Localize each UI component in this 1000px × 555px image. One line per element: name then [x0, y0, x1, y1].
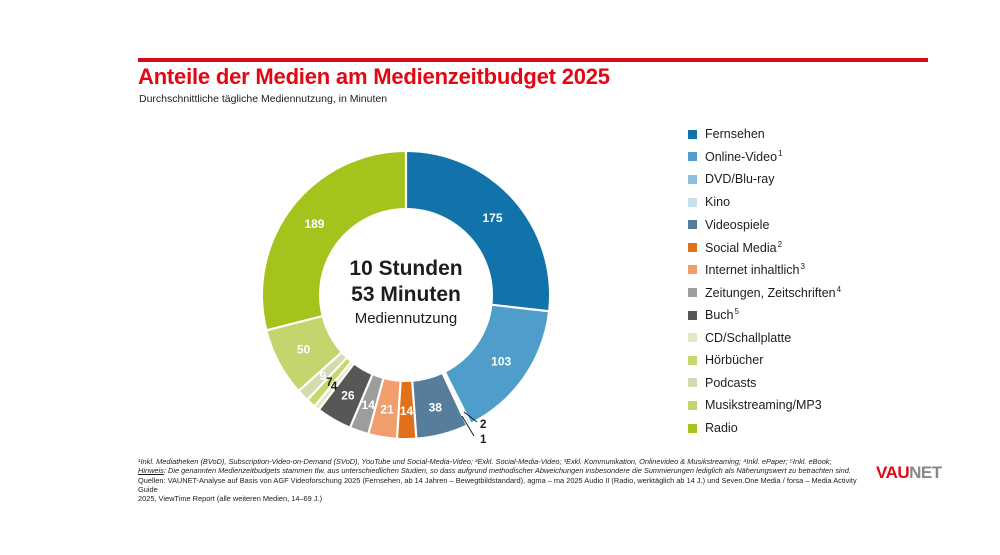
legend-item [688, 281, 841, 304]
legend-label: Hörbücher [705, 353, 764, 368]
vaunet-logo [876, 463, 942, 483]
legend-swatch [688, 311, 697, 320]
legend-label: Musikstreaming/MP3 [705, 398, 822, 413]
legend-swatch [688, 333, 697, 342]
slice-value-label: 26 [341, 388, 355, 403]
legend-item [688, 349, 841, 372]
legend-label: Podcasts [705, 375, 757, 390]
donut-center-minutes: 53 Minuten [351, 283, 461, 306]
slice-value-label: 175 [482, 210, 503, 225]
legend-swatch [688, 152, 697, 161]
legend-item [688, 123, 841, 146]
legend-label: Radio [705, 421, 738, 436]
legend-label: Zeitungen, Zeitschriften$^4$ [705, 284, 842, 301]
legend-swatch [688, 401, 697, 410]
slice-value-label: 9 [319, 369, 327, 384]
legend-label: Online-Video$^1$ [705, 149, 783, 165]
donut-center-label [306, 256, 506, 329]
donut-center-caption: Mediennutzung [354, 310, 458, 327]
legend-item [688, 417, 841, 440]
slice-value-label: 7 [326, 377, 333, 390]
legend-swatch [688, 130, 697, 139]
legend-swatch [688, 265, 697, 274]
logo-net: NET [909, 463, 942, 482]
legend-footnote-ref: 5 [734, 307, 739, 317]
slice-value-label: 1 [480, 434, 487, 446]
hinweis-label: Hinweis [138, 466, 164, 476]
legend-label: Videospiele [705, 217, 770, 232]
footnotes [138, 457, 866, 503]
legend-label: Internet inhaltlich$^3$ [705, 262, 805, 278]
page-title: Anteile der Medien am Medienzeitbudget 2025 [138, 64, 610, 89]
legend-item [688, 236, 841, 259]
legend-footnote-ref: 3 [800, 262, 805, 272]
legend-swatch [688, 424, 697, 433]
legend-swatch [688, 378, 697, 387]
legend-item [688, 326, 841, 349]
legend-label: Buch$^5$ [705, 307, 739, 323]
legend [688, 123, 841, 439]
legend-swatch [688, 220, 697, 229]
legend-item [688, 146, 841, 169]
legend-swatch [688, 288, 697, 297]
hinweis-text: : Die genannten Medienzeitbudgets stammen tlw. aus unterschiedlichen Studien, so dass aufgrund methodischer Abweichungen insbesondere die Summierungen lediglich als Näherungswert zu betrachten sind. [163, 466, 851, 476]
legend-item [688, 168, 841, 191]
legend-item [688, 372, 841, 395]
slice-value-label: 4 [330, 381, 338, 394]
legend-item [688, 191, 841, 214]
slice-value-label: 2 [480, 419, 487, 431]
legend-footnote-ref: 4 [836, 284, 842, 294]
legend-item [688, 304, 841, 327]
slice-value-label: 103 [491, 354, 512, 369]
slice-value-label: 14 [361, 397, 375, 412]
legend-item [688, 394, 841, 417]
legend-swatch [688, 198, 697, 207]
legend-swatch [688, 175, 697, 184]
legend-label: DVD/Blu-ray [705, 172, 775, 187]
legend-item [688, 259, 841, 282]
slice-value-label: 189 [304, 216, 325, 231]
footnote-sources-2: 2025, ViewTime Report (alle weiteren Medien, 14–69 J.) [138, 494, 323, 504]
legend-swatch [688, 356, 697, 365]
footnote-sources-1: Quellen: VAUNET-Analyse auf Basis von AGF Videoforschung 2025 (Fernsehen, ab 14 Jahren – Bewegtbildstandard), agma – ma 2025 Audio II (Radio, werktäglich ab 14 J.) und Seven.One Media / forsa – Media Activity Guide [138, 475, 857, 494]
legend-swatch [688, 243, 697, 252]
footnote-definitions: ¹Inkl. Mediatheken (BVoD), Subscription-Video-on-Demand (SVoD), YouTube und Social-Media-Video; ²Exkl. Social-Media-Video; ³Exkl. Kommunikation, Onlinevideo & Musikstreaming; ⁴Inkl. ePaper; ⁵Inkl. eBook; [138, 457, 832, 466]
legend-footnote-ref: 2 [777, 239, 783, 249]
donut-center-hours: 10 Stunden [349, 257, 463, 280]
slice-value-label: 38 [428, 400, 442, 415]
legend-label: CD/Schallplatte [705, 330, 792, 345]
legend-item [688, 213, 841, 236]
footnote-hinweis [138, 466, 866, 475]
legend-footnote-ref: 1 [778, 149, 783, 159]
slice-value-label: 50 [296, 342, 311, 357]
legend-label: Fernsehen [705, 127, 765, 142]
legend-label: Kino [705, 195, 731, 210]
slice-value-label: 21 [380, 402, 394, 417]
page-subtitle: Durchschnittliche tägliche Mediennutzung, in Minuten [139, 93, 388, 105]
legend-label: Social Media$^2$ [705, 239, 783, 255]
logo-vau: VAU [876, 463, 910, 482]
slice-value-label: 14 [399, 404, 414, 419]
